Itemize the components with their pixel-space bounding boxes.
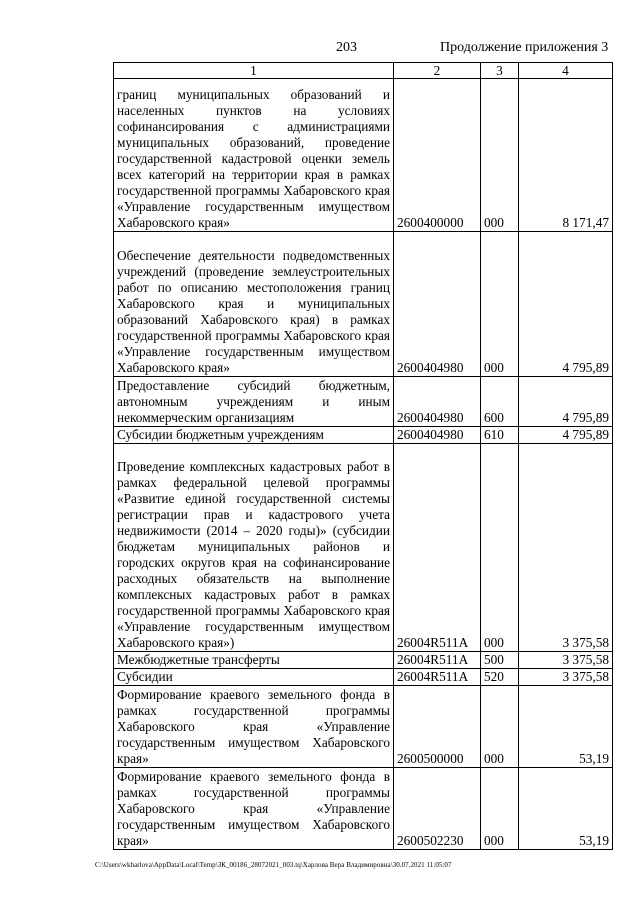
row-group: 000 [481,768,519,850]
row-code: 2600500000 [394,686,481,768]
row-group: 600 [481,377,519,427]
row-group: 000 [481,79,519,232]
row-amount: 3 375,58 [519,669,613,686]
table-row [114,669,613,686]
row-amount: 3 375,58 [519,652,613,669]
row-group: 520 [481,669,519,686]
row-amount: 4 795,89 [519,232,613,377]
table-row [114,232,613,377]
row-name: Субсидии бюджетным учреждениям [114,427,394,444]
row-code: 26004R511A [394,444,481,652]
row-code: 2600400000 [394,79,481,232]
column-header: 3 [481,63,519,79]
row-amount: 53,19 [519,768,613,850]
row-code: 26004R511A [394,652,481,669]
row-name: Межбюджетные трансферты [114,652,394,669]
column-header: 1 [114,63,394,79]
row-code: 2600502230 [394,768,481,850]
row-code: 2600404980 [394,377,481,427]
row-group: 500 [481,652,519,669]
row-amount: 4 795,89 [519,377,613,427]
row-name: Обеспечение деятельности подведомственных учреждений (проведение землеустроительных работ по описанию местоположения границ Хабаровского края и муниципальных образований Хабаровского края) в рамках государственной программы Хабаровского края «Управление государственным имуществом Хабаровского края» [114,232,394,377]
row-name: Формирование краевого земельного фонда в рамках государственной программы Хабаровского края «Управление государственным имуществом Хабаровского края» [114,768,394,850]
row-name: Субсидии [114,669,394,686]
page-number: 203 [336,40,357,55]
table-row [114,427,613,444]
row-name: границ муниципальных образований и населенных пунктов на условиях софинансирования с администрациями муниципальных образований, проведение государственной кадастровой оценки земель всех категорий на территории края в рамках государственной программы Хабаровского края «Управление государственным имуществом Хабаровского края» [114,79,394,232]
row-name: Предоставление субсидий бюджетным, автономным учреждениям и иным некоммерческим организациям [114,377,394,427]
row-group: 000 [481,444,519,652]
continuation-title: Продолжение приложения 3 [440,40,609,55]
row-amount: 3 375,58 [519,444,613,652]
row-name: Проведение комплексных кадастровых работ в рамках федеральной целевой программы «Развитие единой государственной системы регистрации прав и кадастрового учета недвижимости (2014 – 2020 годы)» (субсидии бюджетам муниципальных районов и городских округов края на софинансирование расходных обязательств на выполнение комплексных кадастровых работ в рамках государственной программы Хабаровского края «Управление государственным имуществом Хабаровского края») [114,444,394,652]
table-row [114,79,613,232]
row-code: 2600404980 [394,232,481,377]
file-path-footer: C:\Users\wkharlova\AppData\Local\Temp\ЗК_00186_28072021_003.tq\Харлова Вера Владимировна\30.07.2021 11:05:07 [95,861,452,869]
table-row [114,686,613,768]
column-header: 2 [394,63,481,79]
row-group: 000 [481,686,519,768]
table-row [114,768,613,850]
table-row [114,377,613,427]
table-row [114,652,613,669]
column-header: 4 [519,63,613,79]
row-group: 610 [481,427,519,444]
table-header-row [114,63,613,79]
row-code: 2600404980 [394,427,481,444]
row-code: 26004R511A [394,669,481,686]
budget-table [113,62,613,850]
table-row [114,444,613,652]
row-amount: 4 795,89 [519,427,613,444]
row-name: Формирование краевого земельного фонда в рамках государственной программы Хабаровского края «Управление государственным имуществом Хабаровского края» [114,686,394,768]
row-group: 000 [481,232,519,377]
row-amount: 8 171,47 [519,79,613,232]
row-amount: 53,19 [519,686,613,768]
